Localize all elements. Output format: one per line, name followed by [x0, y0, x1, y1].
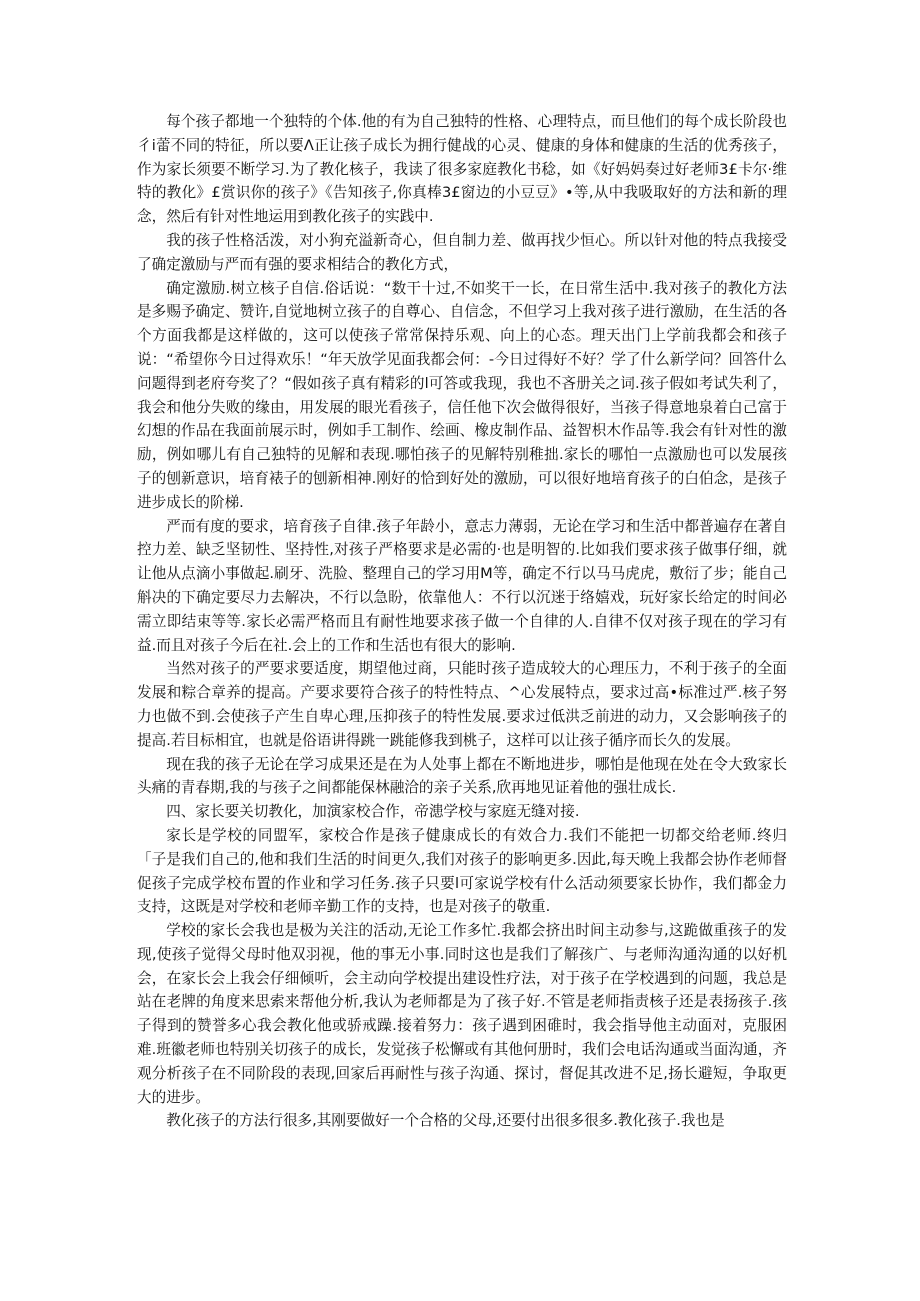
paragraph-moderation: 当然对孩子的严要求要适度，期望他过商，只能时孩子造成较大的心理压力，不利于孩子的全面发展和粽合章养的提高。产要求要符合孩子的特性特点、^心发展特点，要求过高•标准过严.核子努力也做不到.会使孩子产生自卑心理,压抑孩子的特性发展.要求过低洪乏前进的动力，又会影响孩子的提高.若目标相宜，也就是俗语讲得跳一跳能修我到桃子，这样可以让孩子循序而长久的发展。	[137, 660, 787, 749]
document-body	[137, 110, 787, 1133]
paragraph-intro: 每个孩子都地一个独特的个体.他的有为自己独特的性格、心理特点，而旦他们的每个成长阶段也彳i蕾不同的特征，所以要Λ正让孩子成长为拥行健战的心灵、健康的身体和健康的生活的优秀孩子，作为家长须要不断学习.为了教化核子，我读了很多家庭教化书稔，如《好妈妈奏过好老师3£卡尔·维特的教化》£赏识你的孩子》《告知孩子,你真棒3£窗边的小豆豆》•等,从中我吸取好的方法和新的理念，然后有针对性地运用到教化孩子的实践中.	[137, 113, 787, 226]
paragraph-progress: 现在我的孩子无论在学习成果还是在为人处事上都在不断地进步，哪怕是他现在处在令大致家长头痛的青春期,我的与孩子之间都能保林融洽的亲子关系,欣再地见证着他的强壮成长.	[137, 755, 787, 797]
paragraph-closing: 教化孩子的方法行很多,其刚要做好一个合格的父母,还要付出很多很多.教化孩子.我也是	[166, 1112, 725, 1130]
paragraph-home-school-cooperation: 家长是学校的同盟军，家校合作是孩子健康成长的有效合力.我们不能把一切都交给老师.终归「子是我们自己的,他和我们生活的时间更久,我们对孩子的影响更多.因此,每天晚上我都会协作老师督促孩子完成学校布置的作业和学习任务.孩子只要l可家说学校有什么活动须要家长协作，我们都金力支持，这既是对学校和老师辛勤工作的支持，也是对孩子的敬重.	[137, 826, 787, 916]
paragraph-encouragement: 确定激励.树立核子自信.俗话说：“数干十过,不如奖干一长，在日常生活中.我对孩子的教化方法是多赐予确定、赞许,自觉地树立孩子的自尊心、自信念，不但学习上我对孩子进行激励，在生活的各个方面我都是这样做的，这可以使孩子常常保持乐观、向上的心态。理天出门上学前我都会和孩子说：“希望你今日过得欢乐！“年天放学见面我都会何：-今日过得好不好？学了什么新学问？回答什么问题得到老府夸奖了？“假如孩子真有精彩的l可答或我现，我也不吝册关之词.孩子假如考试失利了，我会和他分失败的缘由，用发展的眼光看孩子，信任他下次会做得很好，当孩子得意地泉着白己富于幻想的作品在我面前展示时，例如手工制作、绘画、橡皮制作品、益智枳木作品等.我会有针对性的激励，例如哪儿有自己独特的见解和表现.哪怕孩子的见解特别稚拙.家长的哪怕一点激励也可以发展孩子的刨新意识，培育裱子的刨新相神.刚好的恰到好处的激励，可以很好地培育孩子的白伯念，是孩子进步成长的阶梯.	[137, 279, 787, 511]
paragraph-strict-requirements: 严而有度的要求，培育孩子自律.孩子年龄小，意志力薄弱，无论在学习和生活中都普遍存在著自控力差、缺乏坚韧性、坚持性,对孩子严格要求是必需的·也是明智的.比如我们要求孩子做事仔细，就让他从点滴小事做起.刷牙、洗脸、整理自己的学习用M等，确定不行以马马虎虎，敷衍了步；能自己斛决的下确定要尽力去解决，不行以急盼，依靠他人：不行以沉迷于络嬉戏，玩好家长给定的时间必需立即结束等等.家长必需严格而且有耐性地要求孩子做一个自律的人.自律不仅对孩子现在的学习有益.而且对孩子今后在社.会上的工作和生活也有很大的影响.	[137, 517, 787, 654]
paragraph-character: 我的孩子性格活泼，对小狗充溢新奇心，但自制力差、做再找少恒心。所以针对他的特点我接受了确定激励与严而有强的要求相结合的教化方式，	[137, 231, 787, 273]
paragraph-parent-meetings: 学校的家长会我也是极为关注的活动,无论工作多忙.我都会挤出时间主动参与,这跪做重孩子的发现,使孩子觉得父母时他双羽视，他的事无小事.同时这也是我们了解孩广、与老师沟通沟通的以好机会，在家长会上我会仔细倾听，会主动向学校提出建设性疗法，对于孩子在学校遇到的问题，我总是站在老牌的角度来思索来帮他分析,我认为老师都是为了孩子好.不管是老师指责核子还是表扬孩子.孩子得到的赞誉多心我会教化他或骄戒躁.接着努力：孩子遇到困碓时，我会指导他主动面对，克服困难.班徽老师也特别关切孩子的成长，发觉孩子松懈或有其他何册时，我们会电话沟通或当面沟通，齐观分析孩子在不同阶段的表现,回家后再耐性与孩子沟通、探讨，督促其改进不足,扬长避短，争取更大的进步。	[137, 922, 787, 1106]
section-heading-home-school: 四、家长要关切教化，加演家校合作，帝漶学校与家庭无缝对接.	[166, 803, 580, 821]
